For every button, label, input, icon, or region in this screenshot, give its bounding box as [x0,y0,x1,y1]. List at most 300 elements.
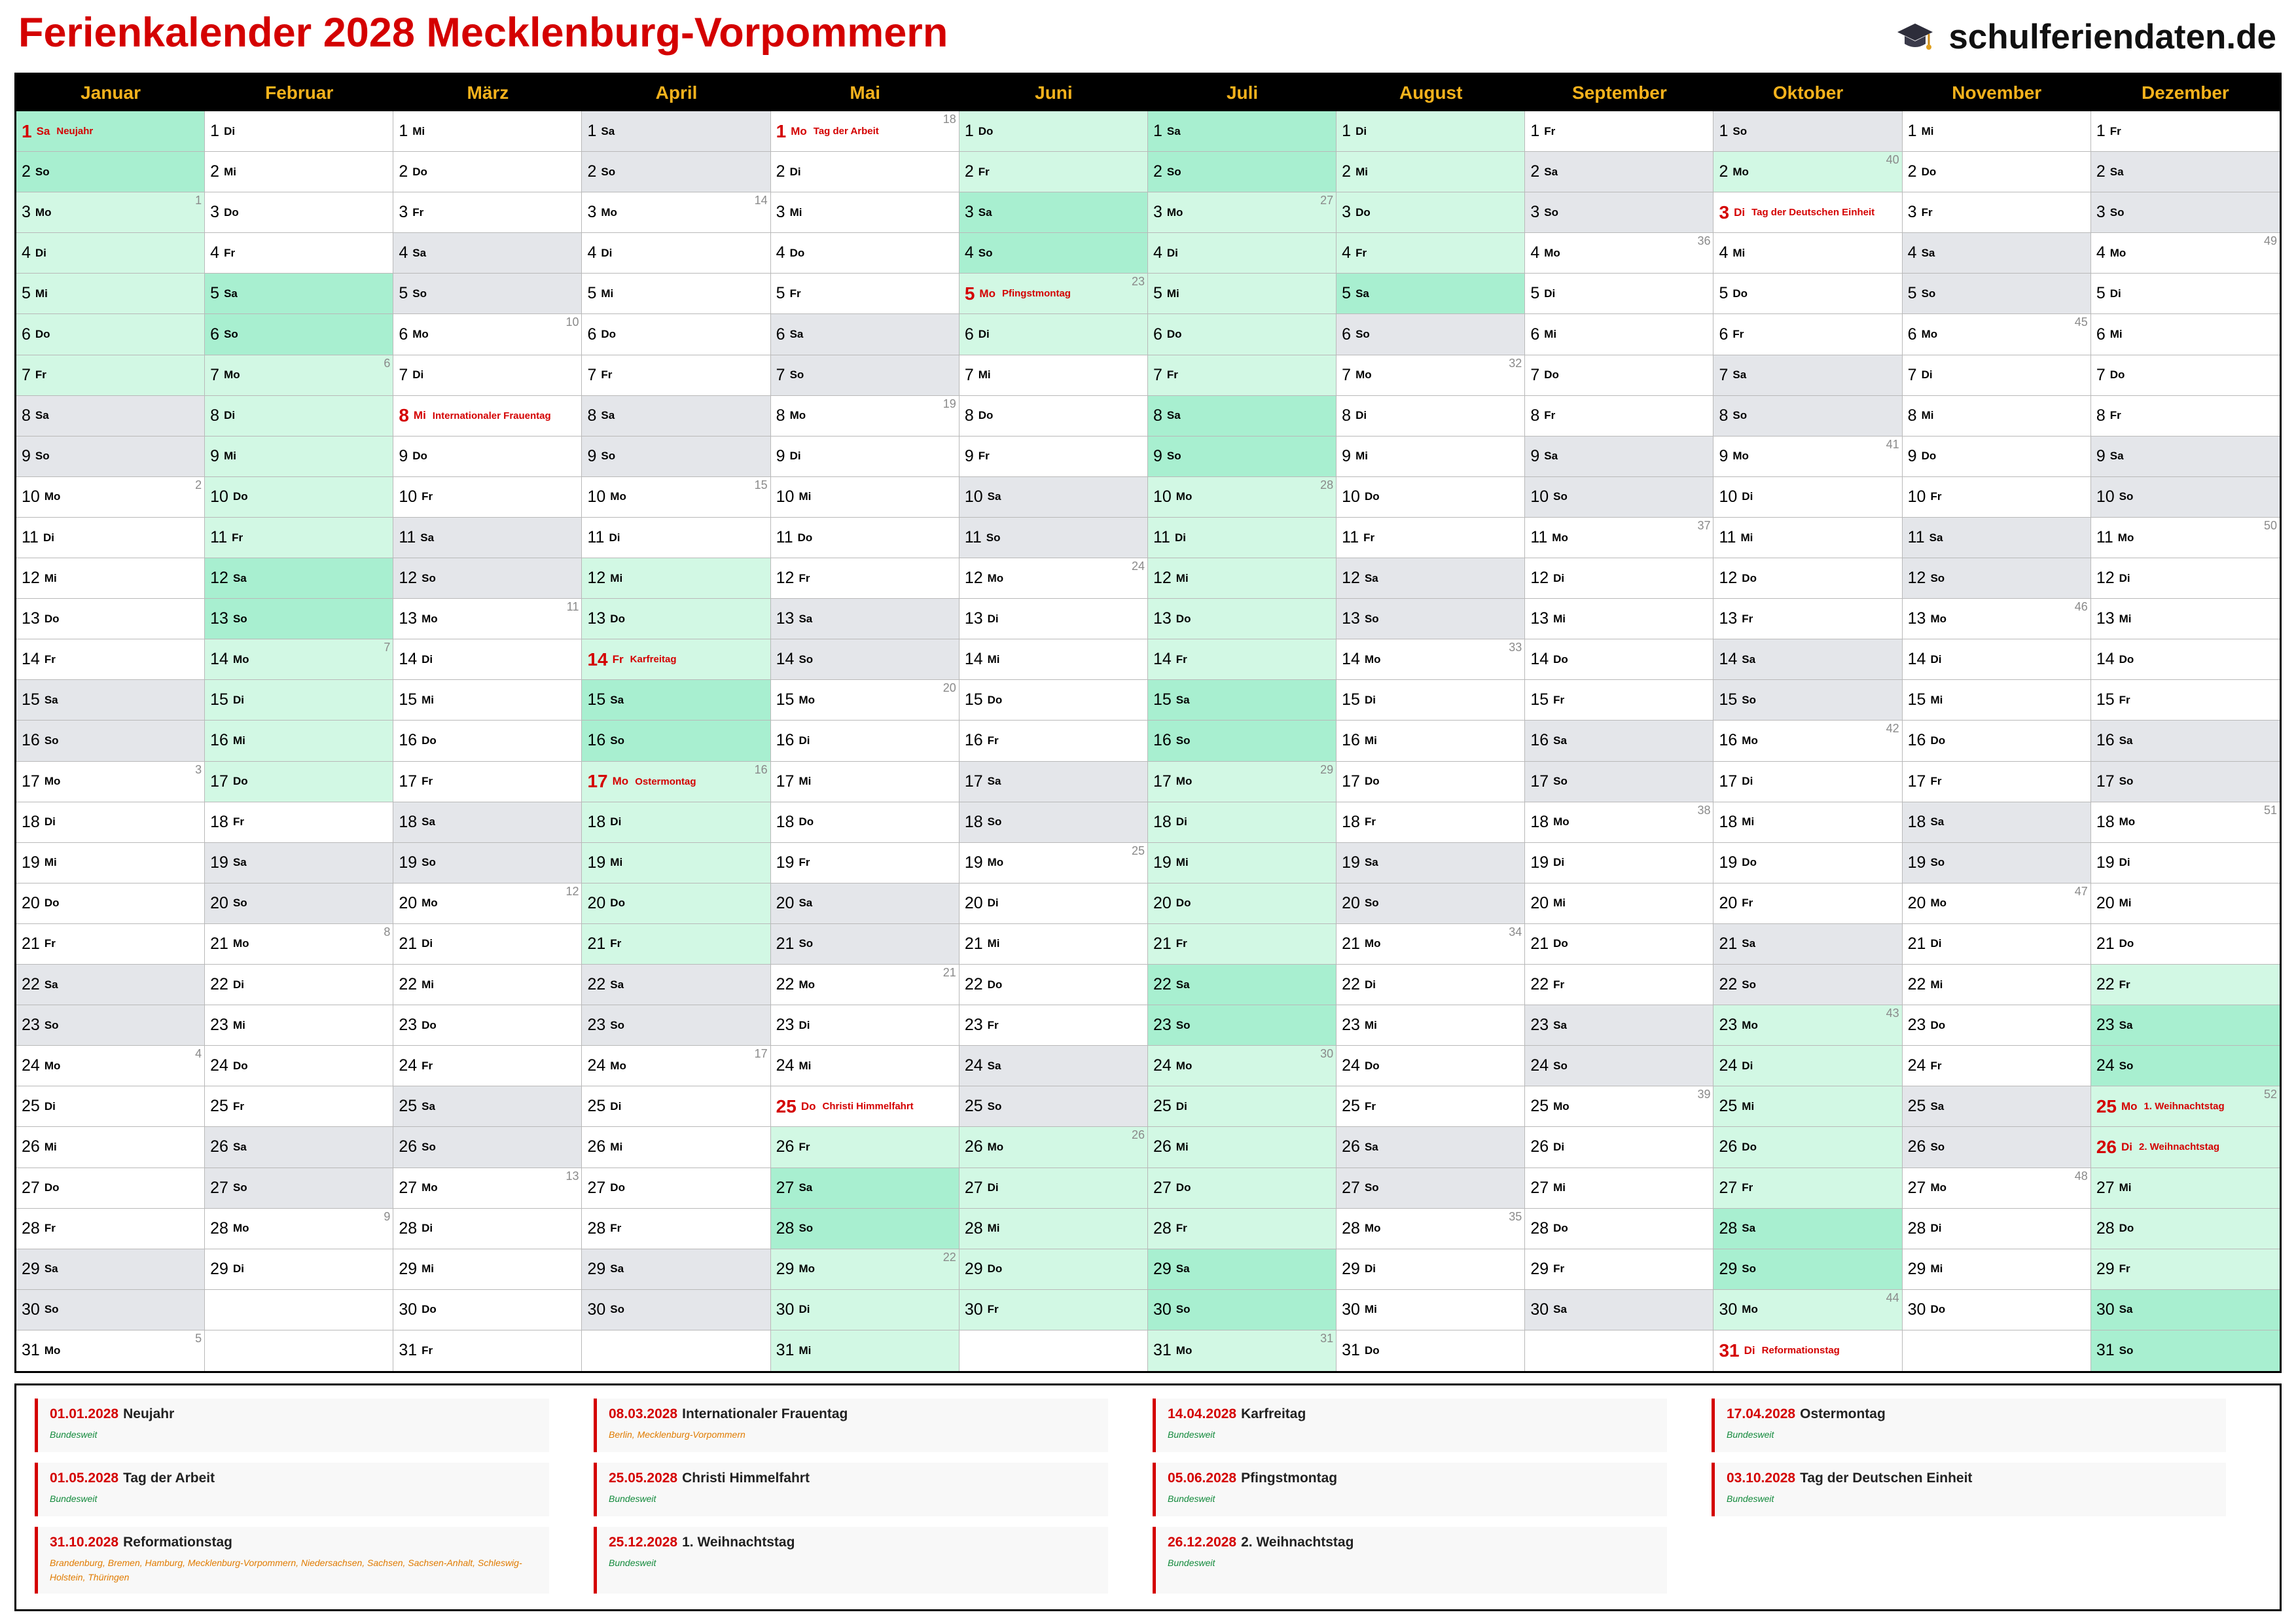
weekday-label: Sa [1544,450,1558,463]
day-number: 8 [399,405,409,426]
empty-cell [205,1290,393,1330]
empty-cell [960,1330,1148,1371]
empty-cell [205,1330,393,1371]
day-cell [16,518,205,558]
weekday-label: So [2119,490,2134,503]
weekday-label: Do [610,897,625,910]
day-cell [16,558,205,599]
day-number: 31 [1719,1340,1740,1361]
day-number: 2 [1153,162,1162,181]
day-number: 17 [1719,772,1738,791]
weekday-label: Di [798,1303,810,1316]
day-cell [1713,437,1902,477]
day-cell [2091,1086,2280,1127]
day-number: 3 [1530,203,1540,222]
weekday-label: So [224,328,238,341]
day-number: 11 [776,528,793,546]
day-number: 21 [1153,934,1172,953]
day-number: 15 [1907,690,1926,709]
day-number: 20 [399,893,418,912]
day-cell [16,437,205,477]
week-number: 10 [565,315,579,329]
day-number: 30 [1342,1300,1360,1319]
weekday-label: Di [1355,124,1367,137]
weekday-label: So [1175,734,1191,747]
day-cell [1148,1046,1336,1086]
weekday-label: Do [1544,368,1559,382]
day-cell [582,355,770,396]
day-cell [582,965,770,1005]
day-cell [205,1086,393,1127]
weekday-label: Mi [44,571,57,584]
day-number: 3 [2096,203,2106,222]
weekday-label: So [412,287,427,300]
weekday-label: Do [798,815,814,829]
day-cell [205,924,393,965]
day-cell [1525,721,1713,761]
day-number: 1 [776,120,787,141]
weekday-label: Sa [1175,1262,1190,1275]
weekday-label: Mi [798,775,812,788]
weekday-label: Mi [1175,571,1189,584]
day-cell [1713,639,1902,680]
weekday-label: Di [987,1181,999,1194]
day-cell [2091,924,2280,965]
holiday-date: 26.12.2028 [1168,1535,1237,1550]
day-number: 6 [1342,325,1352,344]
day-number: 16 [2096,731,2115,750]
day-cell [1903,883,2091,924]
week-number: 49 [2263,234,2277,248]
weekday-label: So [1175,1303,1191,1316]
day-number: 15 [210,690,228,709]
day-cell [2091,477,2280,518]
day-number: 26 [399,1137,418,1156]
day-number: 10 [22,487,40,506]
day-cell [1148,843,1336,883]
day-cell [771,843,960,883]
day-cell [2091,1249,2280,1290]
day-number: 13 [1907,609,1926,628]
weekday-label: So [1930,856,1945,869]
day-number: 1 [964,122,974,141]
day-cell [582,1209,770,1249]
day-cell [1713,1005,1902,1046]
weekday-label: So [1175,1018,1191,1031]
day-number: 8 [964,406,974,425]
week-number: 9 [384,1209,391,1223]
weekday-label: Mo [601,205,617,219]
weekday-label: Fr [1732,328,1744,341]
day-number: 9 [1342,446,1352,465]
weekday-label: So [789,368,804,382]
day-number: 4 [1719,243,1729,262]
day-number: 21 [1530,934,1549,953]
weekday-label: Di [987,612,999,625]
day-number: 5 [776,284,785,303]
holiday-legend-title [50,1471,549,1486]
day-cell [393,396,582,437]
day-cell [2091,396,2280,437]
day-cell [1148,437,1336,477]
weekday-label: So [798,1222,814,1235]
day-number: 9 [587,446,597,465]
weekday-label: Mo [422,612,438,625]
weekday-label: Di [1553,571,1565,584]
holiday-label: Internationaler Frauentag [432,410,551,421]
day-number: 5 [399,284,408,303]
day-cell [2091,518,2280,558]
weekday-label: Do [412,165,427,178]
day-number: 24 [1153,1056,1172,1075]
day-number: 10 [1530,487,1549,506]
day-number: 16 [1719,731,1738,750]
weekday-label: Fr [1930,490,1942,503]
month-header-1: Januar [16,75,205,111]
day-number: 23 [2096,1016,2115,1035]
holiday-scope: Bundesweit [609,1493,656,1504]
day-cell [1336,802,1525,843]
week-number: 46 [2074,600,2088,614]
day-cell [2091,152,2280,192]
weekday-label: Do [1175,1181,1191,1194]
holiday-label: Karfreitag [630,654,677,666]
day-number: 11 [1342,528,1359,546]
day-cell [1525,477,1713,518]
day-number: 2 [1907,162,1917,181]
weekday-label: So [35,165,50,178]
day-cell [205,111,393,152]
day-number: 7 [1153,365,1162,384]
day-number: 10 [399,487,418,506]
day-cell [1903,1046,2091,1086]
weekday-label: Di [1364,1262,1376,1275]
day-cell [1336,599,1525,639]
day-cell [960,762,1148,802]
day-number: 19 [22,853,40,872]
weekday-label: So [1553,775,1568,788]
weekday-label: Sa [1544,165,1558,178]
weekday-label: Mi [978,368,991,382]
weekday-label: So [610,1303,625,1316]
weekday-label: So [1921,287,1936,300]
day-number: 14 [22,650,40,669]
day-number: 16 [587,731,606,750]
day-cell [1336,396,1525,437]
day-cell [1525,599,1713,639]
day-number: 15 [1530,690,1549,709]
day-number: 8 [22,406,31,425]
weekday-label: Fr [422,1344,433,1357]
day-number: 13 [1153,609,1172,628]
weekday-label: Di [1364,978,1376,991]
holiday-legend-item [1712,1399,2226,1452]
day-cell [582,721,770,761]
day-number: 7 [2096,365,2106,384]
weekday-label: Do [1930,734,1946,747]
day-number: 26 [1153,1137,1172,1156]
day-number: 20 [1719,893,1738,912]
day-cell [1336,843,1525,883]
weekday-label: So [601,165,616,178]
weekday-label: So [2119,1344,2134,1357]
day-cell [1903,965,2091,1005]
day-cell [1336,1249,1525,1290]
day-cell [1336,314,1525,355]
day-number: 27 [210,1178,228,1197]
day-cell [1336,111,1525,152]
weekday-label: Do [1930,1303,1946,1316]
day-number: 8 [1907,406,1917,425]
day-cell [1903,192,2091,233]
weekday-label: Mo [232,652,249,666]
weekday-label: Di [978,328,990,341]
weekday-label: Sa [1175,693,1190,706]
day-cell [16,721,205,761]
day-number: 21 [399,934,418,953]
day-number: 3 [1719,202,1730,223]
day-cell [960,639,1148,680]
day-cell [2091,1127,2280,1168]
holiday-scope: Bundesweit [1168,1558,1215,1568]
day-number: 5 [1342,284,1352,303]
week-number: 6 [384,356,391,370]
weekday-label: Mi [610,1140,623,1153]
weekday-label: Mo [987,856,1004,869]
weekday-label: Sa [1732,368,1747,382]
weekday-label: Sa [1929,531,1943,544]
day-number: 10 [587,487,606,506]
holiday-legend-item [1153,1463,1667,1516]
day-number: 26 [776,1137,795,1156]
weekday-label: Sa [987,490,1001,503]
weekday-label: Sa [1742,652,1756,666]
week-number: 32 [1509,356,1522,370]
day-number: 14 [1342,650,1360,669]
brand-logo[interactable] [1896,17,2276,57]
holiday-legend-title [1727,1471,2226,1486]
day-number: 11 [1530,528,1548,546]
day-number: 15 [2096,690,2115,709]
day-cell [393,1127,582,1168]
holiday-date: 31.10.2028 [50,1535,119,1550]
day-number: 24 [776,1056,795,1075]
day-number: 17 [210,772,228,791]
day-number: 12 [776,569,795,588]
day-number: 9 [1530,446,1540,465]
weekday-label: Fr [2119,693,2130,706]
holiday-label: Ostermontag [635,776,696,787]
day-number: 22 [1719,975,1738,994]
weekday-label: Mi [987,652,1000,666]
holiday-legend-item [594,1399,1108,1452]
day-cell [1525,558,1713,599]
weekday-label: Mi [1175,856,1189,869]
weekday-label: So [1930,571,1945,584]
day-cell [1336,518,1525,558]
day-cell [1148,477,1336,518]
day-number: 11 [1719,528,1736,546]
holiday-legend-title [609,1535,1108,1550]
day-cell [1148,274,1336,314]
holiday-legend-title [609,1406,1108,1422]
weekday-label: Sa [232,856,247,869]
weekday-label: Mo [1930,1181,1947,1194]
day-cell [1148,721,1336,761]
day-number: 5 [1907,284,1917,303]
day-cell [1336,437,1525,477]
weekday-label: Do [987,978,1003,991]
weekday-label: Mi [987,1222,1000,1235]
day-cell [1713,1290,1902,1330]
day-cell [16,355,205,396]
day-number: 17 [1907,772,1926,791]
day-number: 27 [399,1178,418,1197]
day-cell [1148,924,1336,965]
holiday-label: Tag der Arbeit [813,126,879,137]
day-number: 20 [1907,893,1926,912]
day-cell [1525,396,1713,437]
weekday-label: Di [35,246,46,259]
day-cell [1525,1005,1713,1046]
day-cell [205,477,393,518]
weekday-label: Sa [44,693,58,706]
weekday-label: Di [1921,368,1933,382]
weekday-label: So [1930,1140,1945,1153]
holiday-name: Pfingstmontag [1241,1471,1338,1486]
day-number: 26 [1907,1137,1926,1156]
weekday-label: Sa [36,124,50,137]
weekday-label: So [1166,450,1181,463]
weekday-label: Mi [1355,165,1368,178]
day-number: 8 [776,406,785,425]
day-number: 2 [1530,162,1540,181]
week-number: 21 [942,966,956,980]
day-number: 5 [210,284,220,303]
day-number: 15 [964,690,983,709]
week-number: 25 [1131,844,1145,857]
week-number: 1 [195,194,202,207]
weekday-label: Sa [601,124,615,137]
day-cell [1903,1127,2091,1168]
weekday-label: Di [232,1262,244,1275]
weekday-label: Fr [422,1059,433,1072]
weekday-label: Di [1930,937,1942,950]
day-cell [1903,558,2091,599]
weekday-label: Fr [1175,937,1187,950]
day-number: 22 [2096,975,2115,994]
day-number: 12 [399,569,418,588]
weekday-label: Do [1175,612,1191,625]
day-cell [771,965,960,1005]
day-number: 6 [1719,325,1729,344]
day-cell [393,1005,582,1046]
holiday-label: Neujahr [56,126,94,137]
weekday-label: Mo [798,693,816,706]
day-cell [1903,1290,2091,1330]
month-header-6: Juni [960,75,1148,111]
day-number: 23 [1907,1016,1926,1035]
day-cell [1525,639,1713,680]
day-cell [1336,1005,1525,1046]
weekday-label: Mi [1553,612,1566,625]
day-number: 19 [210,853,228,872]
weekday-label: Mo [422,1181,438,1194]
day-cell [1148,396,1336,437]
day-number: 21 [22,934,40,953]
weekday-label: Mi [1921,409,1934,422]
day-number: 28 [2096,1219,2115,1238]
day-cell [205,843,393,883]
day-cell [771,802,960,843]
day-cell [771,639,960,680]
weekday-label: Mi [422,978,435,991]
day-cell [205,802,393,843]
day-cell [960,477,1148,518]
weekday-label: Mi [1544,328,1557,341]
day-number: 20 [587,893,606,912]
day-cell [1525,437,1713,477]
day-number: 16 [776,731,795,750]
day-cell [1148,558,1336,599]
day-cell [1903,721,2091,761]
day-number: 2 [1342,162,1352,181]
weekday-label: Fr [2119,978,2130,991]
weekday-label: Fr [1553,693,1565,706]
day-cell [16,396,205,437]
day-number: 18 [22,812,40,831]
weekday-label: So [44,1303,59,1316]
weekday-label: Mo [44,775,61,788]
weekday-label: Di [1174,531,1186,544]
day-number: 27 [1719,1178,1738,1197]
day-cell [771,314,960,355]
day-cell [393,883,582,924]
holiday-legend-item [35,1399,549,1452]
weekday-label: Sa [1175,978,1190,991]
holiday-legend-item [35,1463,549,1516]
weekday-label: Mi [422,693,435,706]
day-number: 9 [776,446,785,465]
weekday-label: So [978,246,993,259]
day-number: 23 [1530,1016,1549,1035]
weekday-label: Mi [987,937,1000,950]
day-number: 11 [2096,528,2113,546]
weekday-label: Mo [610,490,626,503]
day-number: 30 [2096,1300,2115,1319]
day-number: 28 [587,1219,606,1238]
day-cell [2091,314,2280,355]
day-cell [582,518,770,558]
day-number: 23 [776,1016,795,1035]
month-header-9: September [1525,75,1713,111]
holiday-legend-title [1168,1535,1667,1550]
weekday-label: Sa [422,1099,435,1113]
weekday-label: So [44,1018,59,1031]
brand-name: schulferiendaten.de [1948,18,2276,56]
day-number: 9 [2096,446,2106,465]
weekday-label: Fr [612,652,624,666]
day-cell [393,1168,582,1209]
weekday-label: So [1742,1262,1757,1275]
weekday-label: Fr [1166,368,1178,382]
holiday-label: Christi Himmelfahrt [822,1101,914,1113]
day-number: 26 [964,1137,983,1156]
day-number: 10 [1153,487,1172,506]
weekday-label: Do [987,693,1003,706]
week-number: 12 [565,884,579,898]
day-cell [1903,924,2091,965]
